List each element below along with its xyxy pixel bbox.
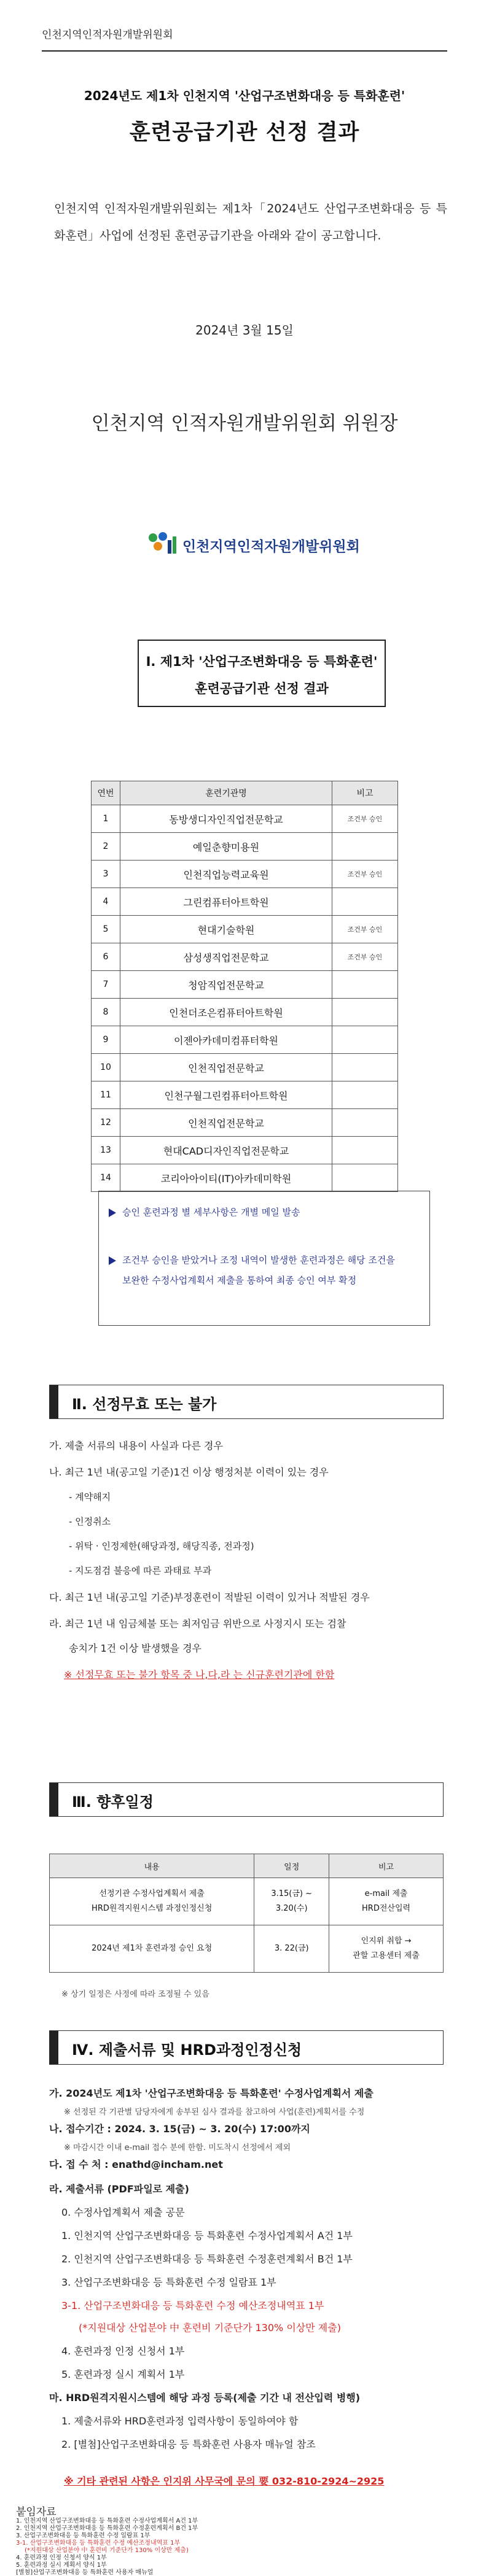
header-divider (42, 50, 447, 52)
row-number: 11 (92, 1081, 120, 1109)
row-note (332, 1026, 398, 1054)
section4-line: 다. 접 수 처 : enathd@incham.net (49, 2159, 223, 2170)
section4-note: ※ 선정된 각 기관별 담당자에게 송부된 심사 결과를 참고하여 사업(훈련)계획서를 수정 (64, 2108, 365, 2117)
selection-results-table (91, 781, 398, 1192)
row-number: 5 (92, 916, 120, 943)
col-header-date: 일정 (254, 1854, 329, 1878)
section4-item-highlight: 3-1. 산업구조변화대응 등 특화훈련 수정 예산조정내역표 1부 (61, 2300, 324, 2311)
triangle-bullet-icon (109, 1256, 116, 1265)
row-number: 13 (92, 1137, 120, 1164)
institution-name: 인천구월그린컴퓨터아트학원 (120, 1081, 332, 1109)
row-note (332, 971, 398, 999)
section4-line: 라. 제출서류 (PDF파일로 제출) (49, 2183, 189, 2195)
organization-name: 인천지역인적자원개발위원회 (42, 29, 173, 41)
row-number: 3 (92, 861, 120, 888)
institution-name: 현대CAD디자인직업전문학교 (120, 1137, 332, 1164)
table-row (92, 1137, 398, 1164)
row-number: 12 (92, 1109, 120, 1137)
row-note (332, 1164, 398, 1192)
attachments-title: 붙임자료 (16, 2506, 57, 2518)
table-row (92, 943, 398, 971)
logo-text: 인천지역인적자원개발위원회 (182, 539, 360, 555)
section2-line: 송치가 1건 이상 발생했을 경우 (69, 1642, 201, 1654)
announcement-date: 2024년 3월 15일 (195, 323, 294, 338)
row-number: 7 (92, 971, 120, 999)
section2-line: 나. 최근 1년 내(공고일 기준)1건 이상 행정처분 이력이 있는 경우 (49, 1466, 329, 1478)
col-header-note: 비고 (332, 781, 398, 805)
table-row: 선정기관 수정사업계획서 제출 HRD원격지원시스템 과정인정신청 3.15(금) ~ 3.20(수) e-mail 제출 HRD전산입력 (50, 1878, 444, 1925)
table-row (92, 833, 398, 861)
row-note: 조건부 승인 (332, 805, 398, 833)
institution-name: 코리아아이티(IT)아카데미학원 (120, 1164, 332, 1192)
institution-name: 현대기술학원 (120, 916, 332, 943)
row-note (332, 833, 398, 861)
section4-item: 4. 훈련과정 인정 신청서 1부 (61, 2345, 185, 2357)
row-number: 4 (92, 888, 120, 916)
row-note (332, 1081, 398, 1109)
attachment-item: 5. 훈련과정 실시 계획서 양식 1부 (16, 2562, 107, 2569)
table-row (92, 1054, 398, 1081)
section2-subline: - 계약해지 (69, 1491, 111, 1503)
table-row (92, 888, 398, 916)
attachment-item: 1. 인천지역 산업구조변화대응 등 특화훈련 수정사업계획서 A건 1부 (16, 2518, 198, 2524)
attachment-item: 2. 인천지역 산업구조변화대응 등 특화훈련 수정훈련계획서 B건 1부 (16, 2525, 198, 2532)
section4-header (49, 2030, 444, 2065)
notice-item: 승인 훈련과정 별 세부사항은 개별 메일 발송 (109, 1202, 300, 1223)
section4-item: 5. 훈련과정 실시 계획서 1부 (61, 2369, 185, 2380)
table-row (92, 1109, 398, 1137)
row-number: 10 (92, 1054, 120, 1081)
row-note (332, 1109, 398, 1137)
section3-title: Ⅲ. 향후일정 (72, 1793, 154, 1811)
table-row (92, 1026, 398, 1054)
section4-item-highlight: (*지원대상 산업분야 中 훈련비 기준단가 130% 이상만 제출) (79, 2322, 341, 2334)
section4-line: 나. 접수기간 : 2024. 3. 15(금) ~ 3. 20(수) 17:00까지 (49, 2123, 310, 2135)
row-number: 6 (92, 943, 120, 971)
section1-title-line1: Ⅰ. 제1차 '산업구조변화대응 등 특화훈련' (146, 654, 378, 669)
attachment-item: 4. 훈련과정 인정 신청서 양식 1부 (16, 2555, 107, 2561)
col-header-note: 비고 (329, 1854, 444, 1878)
table-row (92, 861, 398, 888)
row-number: 9 (92, 1026, 120, 1054)
section2-note: ※ 선정무효 또는 불가 항목 중 나,다,라 는 신규훈련기관에 한함 (64, 1669, 335, 1681)
row-note (332, 888, 398, 916)
announcement-subtitle: 2024년도 제1차 인천지역 '산업구조변화대응 등 특화훈련' (84, 88, 405, 103)
logo-mark-icon (144, 532, 179, 556)
intro-paragraph: 인천지역 인적자원개발위원회는 제1차「2024년도 산업구조변화대응 등 특화훈련」사업에 선정된 훈련공급기관을 아래와 같이 공고합니다. (54, 202, 447, 242)
section4-item: 1. 인천지역 산업구조변화대응 등 특화훈련 수정사업계획서 A건 1부 (61, 2230, 353, 2241)
row-number: 8 (92, 999, 120, 1026)
institution-name: 예일춘향미용원 (120, 833, 332, 861)
row-note: 조건부 승인 (332, 943, 398, 971)
contact-note: ※ 기타 관련된 사항은 인지위 사무국에 문의 要 032-810-2924~2925 (64, 2475, 385, 2487)
section4-line: 가. 2024년도 제1차 '산업구조변화대응 등 특화훈련' 수정사업계획서 제출 (49, 2087, 374, 2099)
committee-chair: 인천지역 인적자원개발위원회 위원장 (91, 412, 398, 435)
attachment-item-highlight: (*지원대상 산업분야 中 훈련비 기준단가 130% 이상만 제출) (25, 2547, 189, 2554)
institution-name: 삼성생직업전문학교 (120, 943, 332, 971)
attachment-item: [별첨]산업구조변화대응 등 특화훈련 사용자 매뉴얼 (16, 2569, 154, 2576)
institution-name: 인천직업능력교육원 (120, 861, 332, 888)
row-note (332, 1137, 398, 1164)
section3-header (49, 1782, 444, 1817)
table-row: 2024년 제1차 훈련과정 승인 요청 3. 22(금) 인지위 취합 → 관할 고용센터 제출 (50, 1925, 444, 1973)
section2-line: 라. 최근 1년 내 임금체불 또는 최저임금 위반으로 사정지시 또는 검찰 (49, 1618, 346, 1630)
row-number: 2 (92, 833, 120, 861)
section4-title: Ⅳ. 제출서류 및 HRD과정인정신청 (72, 2041, 302, 2059)
table-row (92, 999, 398, 1026)
attachment-item-highlight: 3-1. 산업구조변화대응 등 특화훈련 수정 예산조정내역표 1부 (16, 2540, 181, 2547)
section1-title-box (138, 640, 386, 707)
institution-name: 동방생디자인직업전문학교 (120, 805, 332, 833)
row-note (332, 1054, 398, 1081)
institution-name: 인천직업전문학교 (120, 1054, 332, 1081)
col-header-name: 훈련기관명 (120, 781, 332, 805)
section4-item: 2. 인천지역 산업구조변화대응 등 특화훈련 수정훈련계획서 B건 1부 (61, 2253, 353, 2265)
institution-name: 그린컴퓨터아트학원 (120, 888, 332, 916)
section4-item: 0. 수정사업계획서 제출 공문 (61, 2207, 185, 2218)
table-row (92, 1164, 398, 1192)
institution-name: 인천더조은컴퓨터아트학원 (120, 999, 332, 1026)
institution-name: 이젠아카데미컴퓨터학원 (120, 1026, 332, 1054)
row-note: 조건부 승인 (332, 861, 398, 888)
table-row (92, 805, 398, 833)
row-number: 14 (92, 1164, 120, 1192)
section2-subline: - 인정취소 (69, 1516, 111, 1527)
section2-title: Ⅱ. 선정무효 또는 불가 (72, 1396, 217, 1413)
section2-line: 가. 제출 서류의 내용이 사실과 다른 경우 (49, 1440, 223, 1452)
table-row (92, 916, 398, 943)
section2-subline: - 지도점검 불응에 따른 과태료 부과 (69, 1565, 212, 1576)
institution-name: 청암직업전문학교 (120, 971, 332, 999)
section4-line: 마. HRD원격지원시스템에 해당 과정 등록(제출 기간 내 전산입력 병행) (49, 2392, 361, 2404)
triangle-bullet-icon (109, 1209, 116, 1217)
row-number: 1 (92, 805, 120, 833)
row-note: 조건부 승인 (332, 916, 398, 943)
section4-item: 1. 제출서류와 HRD훈련과정 입력사항이 동일하여야 함 (61, 2415, 299, 2427)
section2-line: 다. 최근 1년 내(공고일 기준)부정훈련이 적발된 이력이 있거나 적발된 경우 (49, 1592, 370, 1603)
table-row (92, 971, 398, 999)
notice-box (98, 1191, 430, 1326)
section2-subline: - 위탁 · 인정제한(해당과정, 해당직종, 전과정) (69, 1541, 254, 1552)
col-header-no: 연번 (92, 781, 120, 805)
col-header-content: 내용 (50, 1854, 254, 1878)
schedule-table (49, 1854, 444, 1973)
announcement-title: 훈련공급기관 선정 결과 (129, 120, 360, 145)
committee-logo (144, 532, 360, 556)
notice-item: 조건부 승인을 받았거나 조정 내역이 발생한 훈련과정은 해당 조건을 (109, 1250, 395, 1271)
section1-title-line2: 훈련공급기관 선정 결과 (195, 681, 329, 696)
row-note (332, 999, 398, 1026)
attachment-item: 3. 산업구조변화대응 등 특화훈련 수정 일람표 1부 (16, 2532, 151, 2539)
section4-item: 3. 산업구조변화대응 등 특화훈련 수정 일람표 1부 (61, 2276, 276, 2288)
table-row (92, 1081, 398, 1109)
notice-item-continued: 보완한 수정사업계획서 제출을 통하여 최종 승인 여부 확정 (122, 1275, 357, 1286)
section2-header (49, 1385, 444, 1419)
schedule-footnote: ※ 상기 일정은 사정에 따라 조정될 수 있음 (61, 1990, 209, 1999)
section4-note: ※ 마감시간 이내 e-mail 접수 분에 한함. 미도착시 선정에서 제외 (64, 2143, 291, 2152)
institution-name: 인천직업전문학교 (120, 1109, 332, 1137)
section4-item: 2. [별첨]산업구조변화대응 등 특화훈련 사용자 매뉴얼 참조 (61, 2439, 316, 2450)
